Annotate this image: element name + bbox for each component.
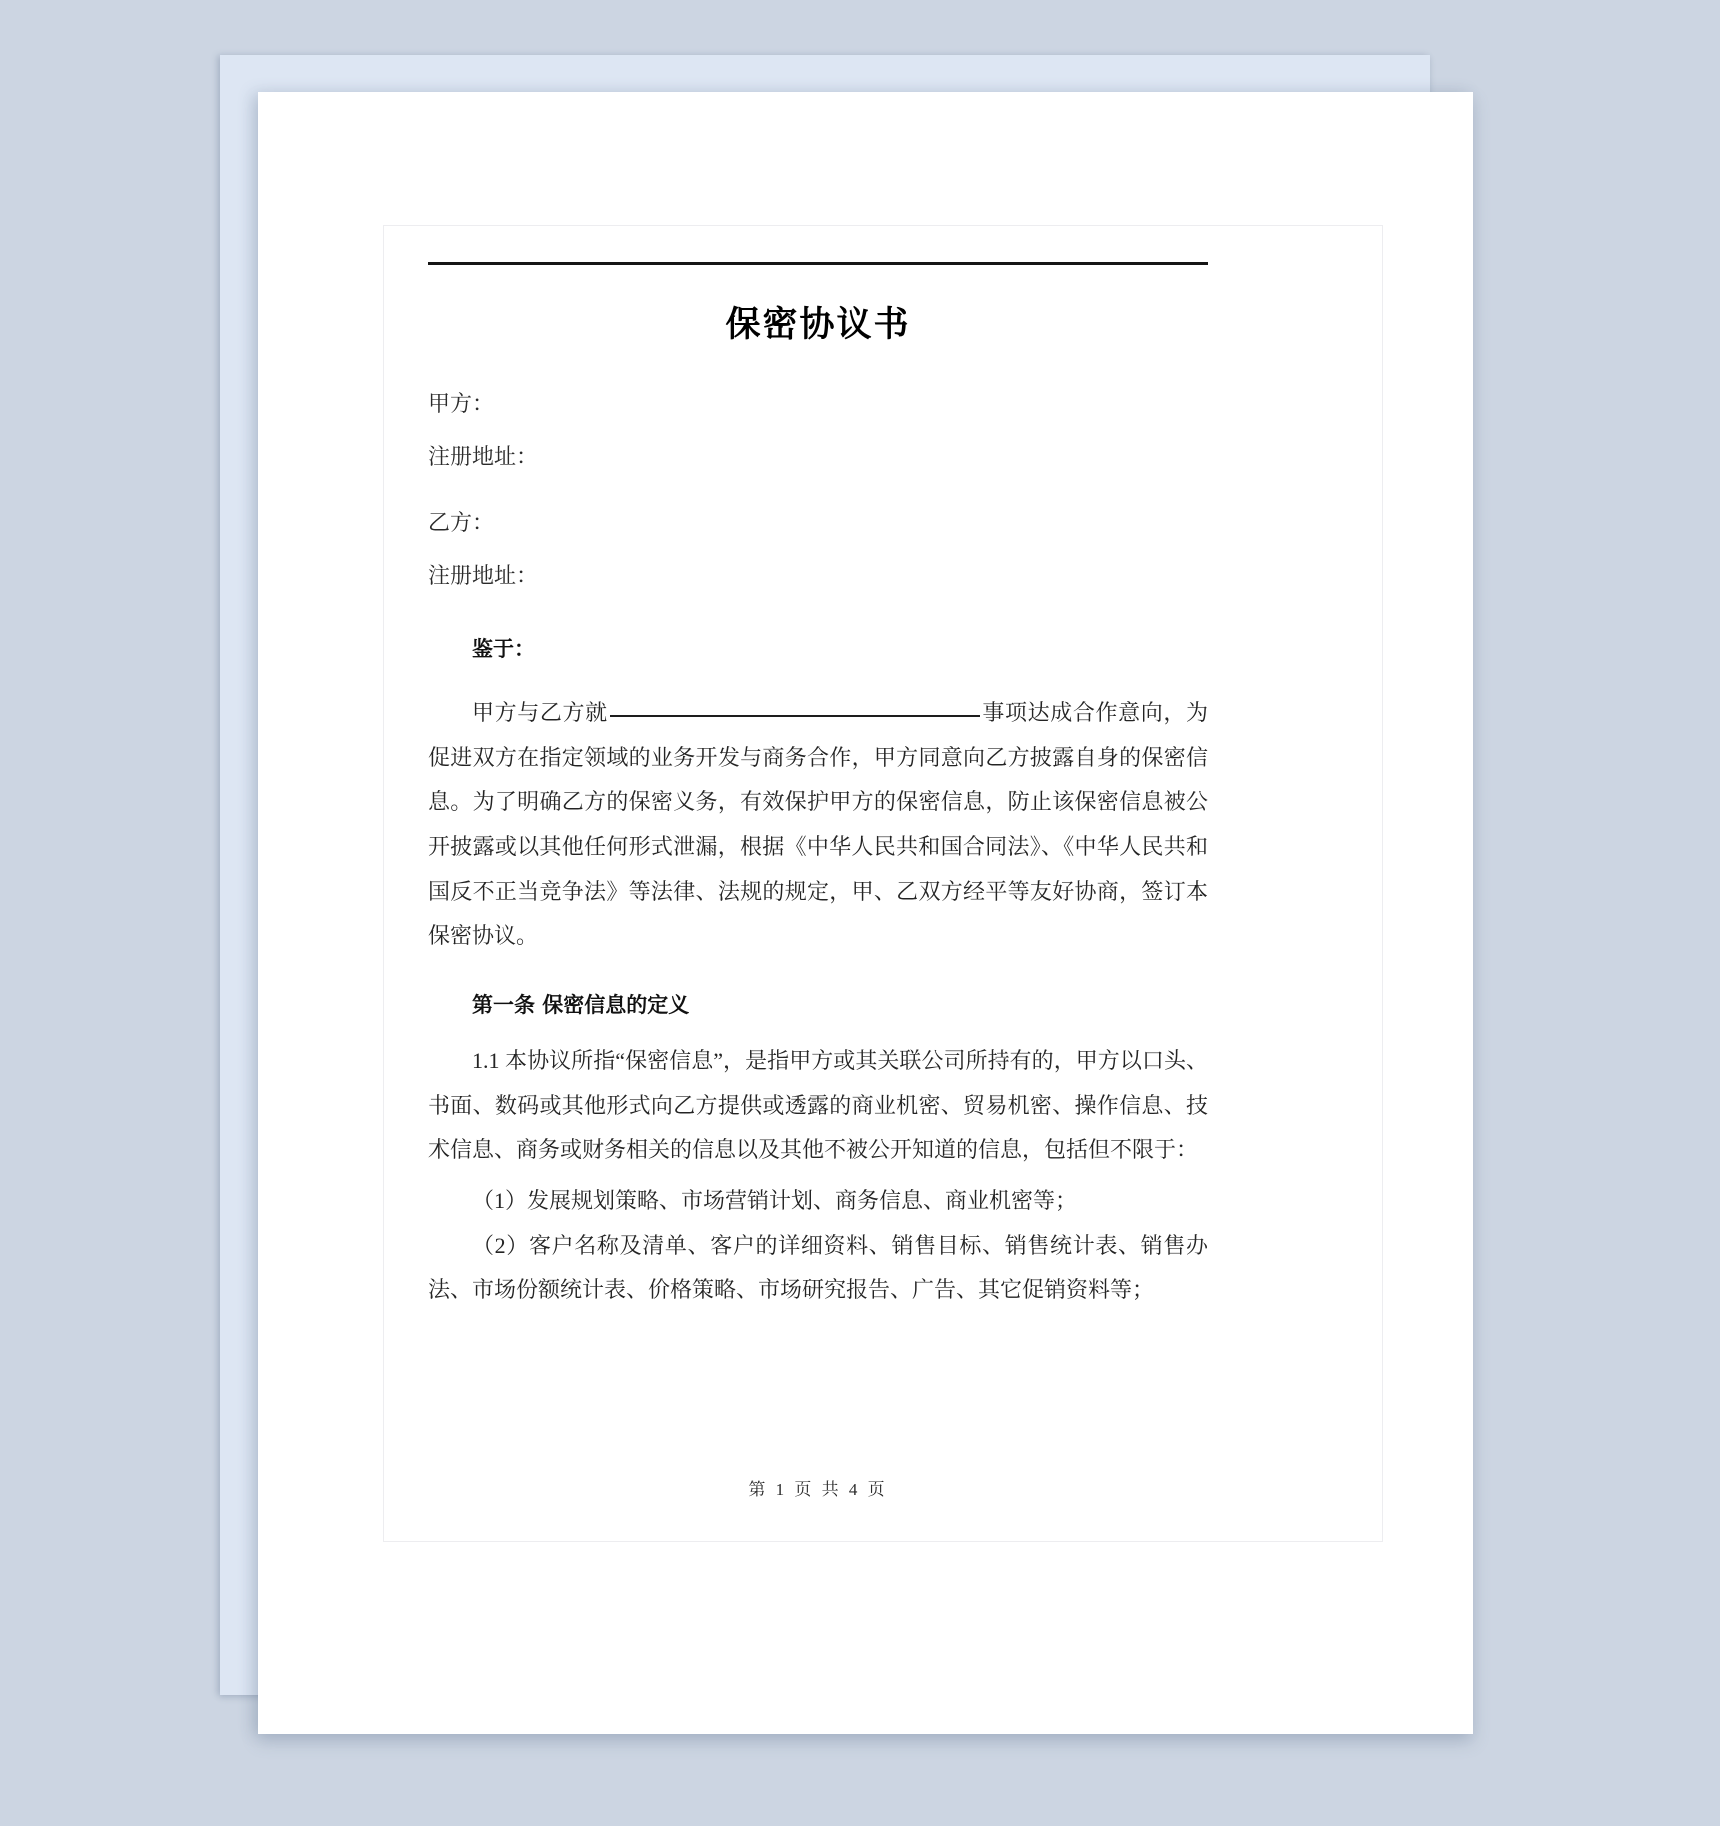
clause-1-1-body: 1.1 本协议所指“保密信息”，是指甲方或其关联公司所持有的，甲方以口头、书面、数码或其他形式向乙方提供或透露的商业机密、贸易机密、操作信息、技术信息、商务或财务相关的信息以及其他不被公开知道的信息，包括但不限于： bbox=[428, 1047, 1208, 1163]
title-top-rule bbox=[428, 262, 1208, 265]
party-a-label: 甲方： bbox=[428, 391, 495, 416]
clause-one-heading: 第一条 保密信息的定义 bbox=[472, 992, 690, 1017]
recital-rest: 事项达成合作意向，为促进双方在指定领域的业务开发与商务合作，甲方同意向乙方披露自身的保密信息。为了明确乙方的保密义务，有效保护甲方的保密信息，防止该保密信息被公开披露或以其他任何形式泄漏，根据《中华人民共和国合同法》、《中华人民共和国反不正当竞争法》等法律、法规的规定，甲、乙双方经平等友好协商，签订本保密协议。 bbox=[428, 700, 1208, 949]
page-footer: 第 1 页 共 4 页 bbox=[748, 1480, 888, 1499]
subject-matter-blank-field[interactable] bbox=[610, 715, 980, 717]
clause-item-1: （1）发展规划策略、市场营销计划、商务信息、商业机密等； bbox=[472, 1187, 1078, 1213]
recital-paragraph bbox=[428, 691, 1208, 959]
recital-lead: 甲方与乙方就 bbox=[472, 700, 608, 725]
clause-item-2: （2）客户名称及清单、客户的详细资料、销售目标、销售统计表、销售办法、市场份额统计表、价格策略、市场研究报告、广告、其它促销资料等； bbox=[428, 1232, 1208, 1303]
party-b-address-label: 注册地址： bbox=[428, 563, 539, 588]
party-a-address-label: 注册地址： bbox=[428, 444, 539, 469]
page-title: 保密协议书 bbox=[725, 305, 911, 345]
party-b-label: 乙方： bbox=[428, 510, 495, 535]
document-page bbox=[258, 92, 1473, 1734]
whereas-heading: 鉴于： bbox=[472, 637, 535, 661]
document-body bbox=[428, 262, 1208, 1313]
